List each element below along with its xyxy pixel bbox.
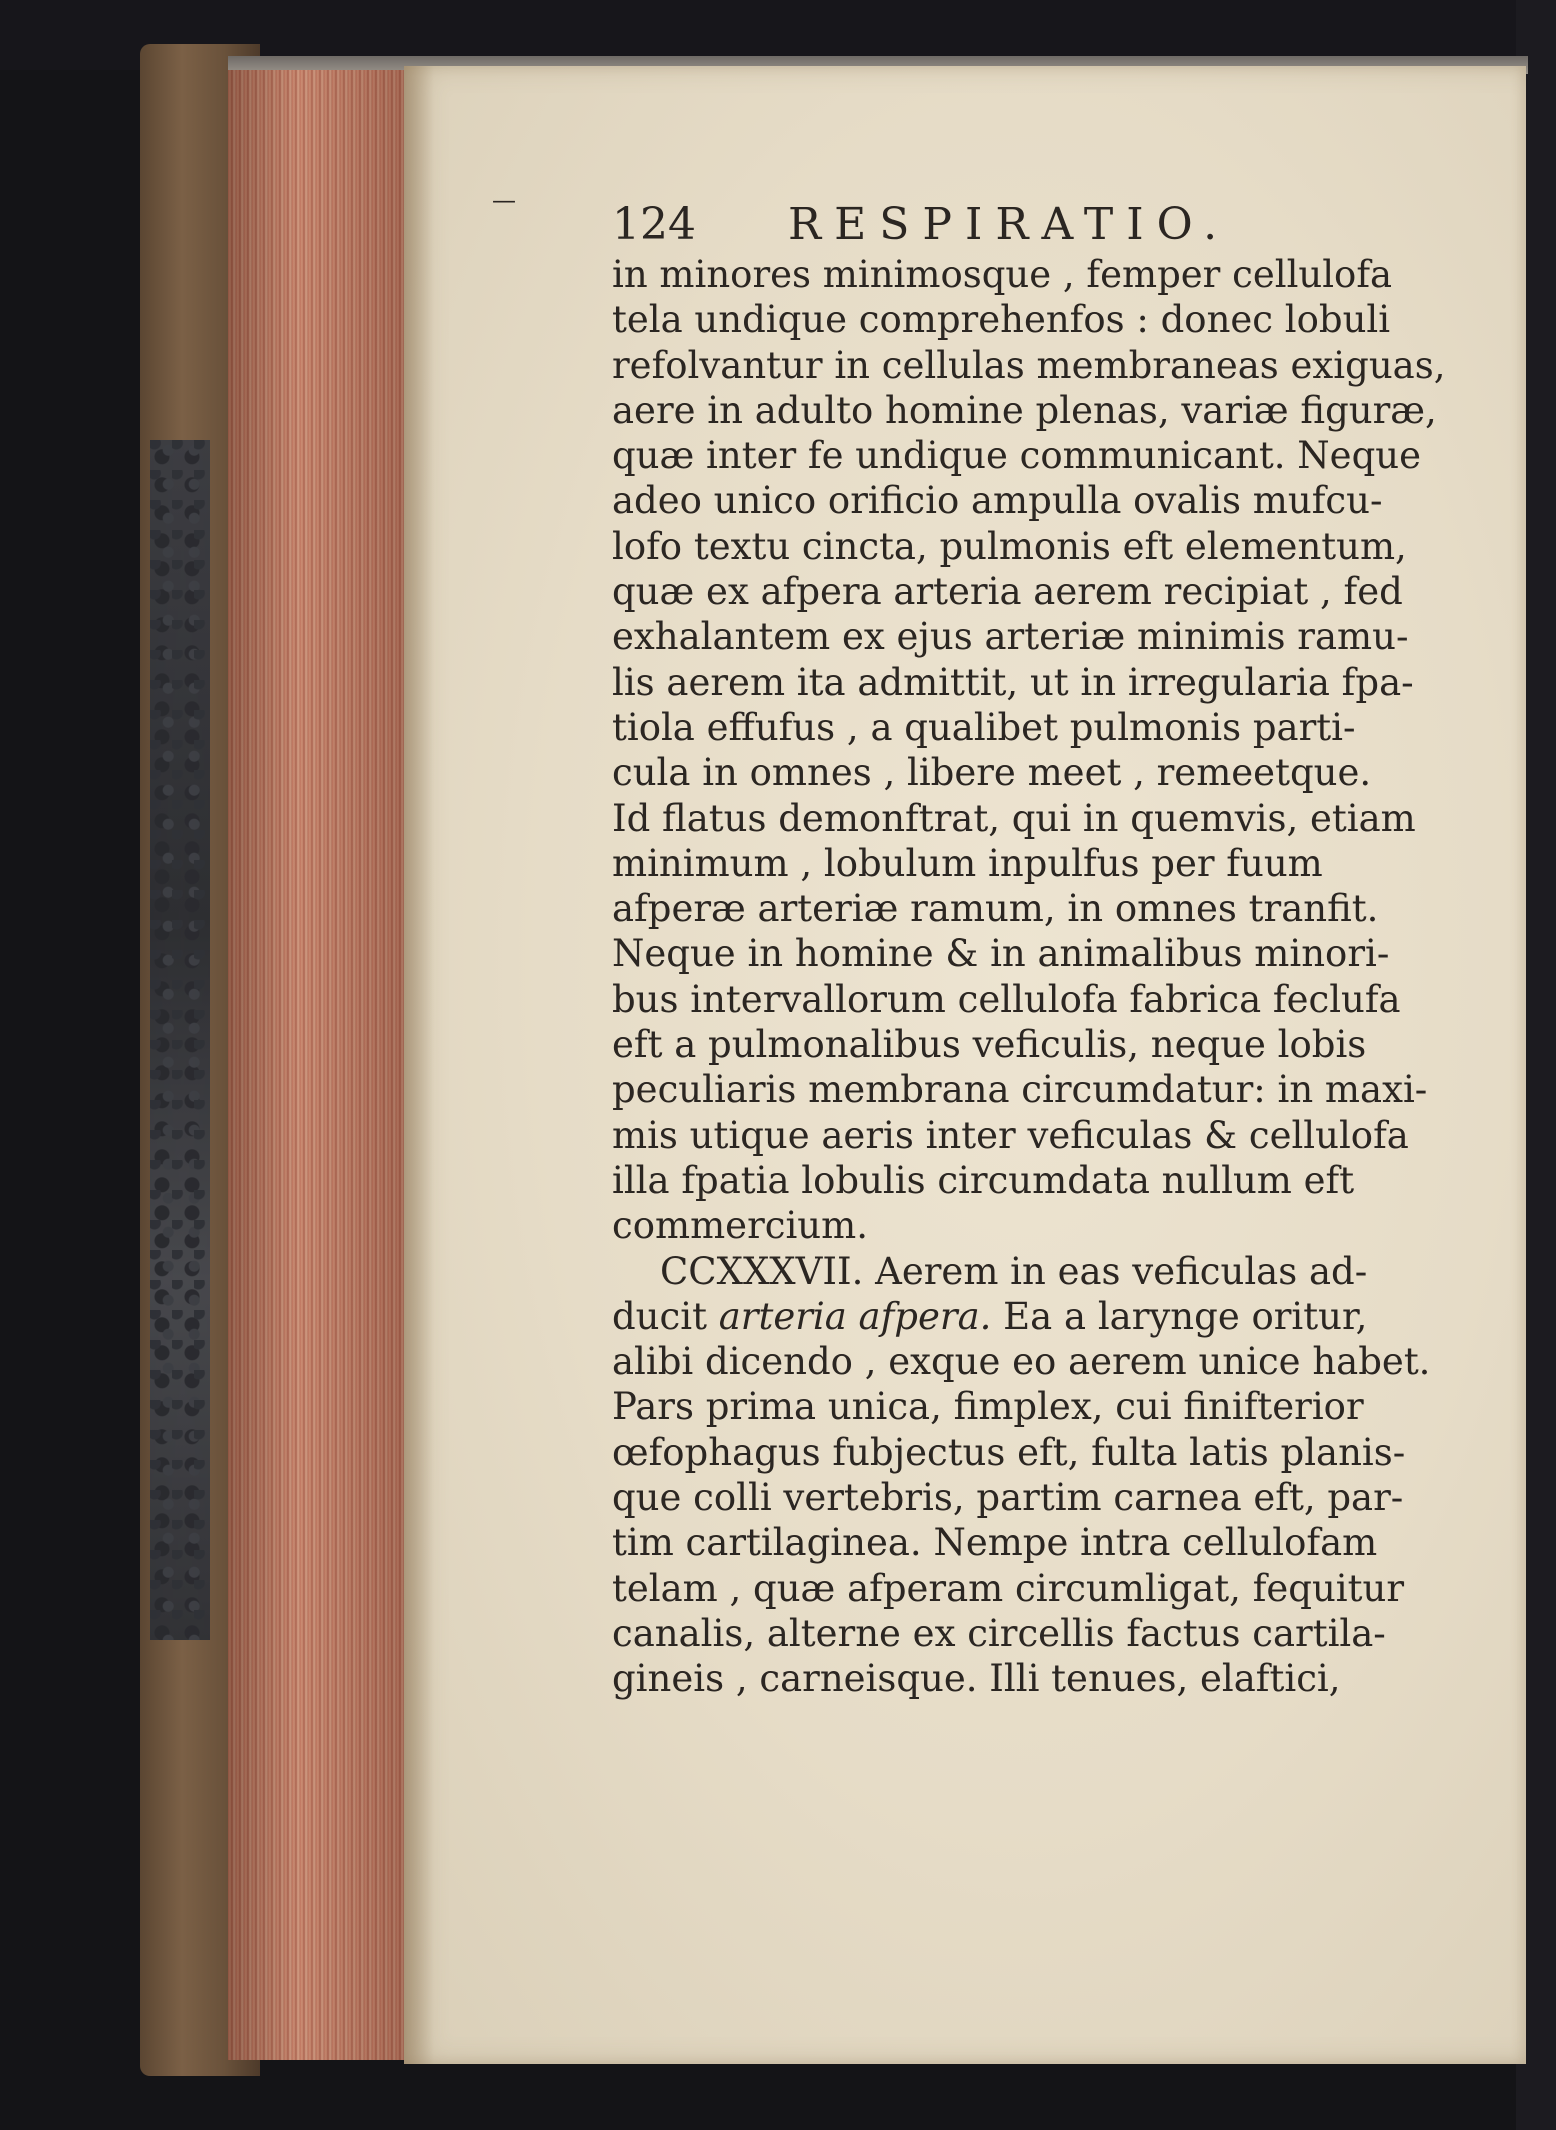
text-line: tim cartilaginea. Nempe intra cellulofam [612,1521,1378,1565]
text-line: eft a pulmonalibus veficulis, neque lobis [612,1023,1367,1067]
text-line: adeo unico orificio ampulla ovalis mufcu- [612,479,1383,523]
text-line: quæ inter fe undique communicant. Neque [612,434,1421,478]
text-line: peculiaris membrana circumdatur: in maxi- [612,1068,1428,1112]
text-line: lofo textu cincta, pulmonis eft elementum, [612,524,1407,568]
text-line [612,1294,1470,1339]
text-line: quæ ex afpera arteria aerem recipiat , fed [612,570,1403,614]
text-line: afperæ arteriæ ramum, in omnes tranfit. [612,887,1379,931]
text-line: canalis, alterne ex circellis factus cartila- [612,1611,1386,1655]
text-span: ducit [612,1294,719,1338]
page-number: 124 [612,199,696,250]
text-line: bus intervallorum cellulofa fabrica feclufa [612,977,1401,1021]
text-line: mis utique aeris inter veficulas & cellulofa [612,1113,1409,1157]
paragraph-1 [612,252,1470,1249]
text-line: commercium. [612,1204,868,1248]
text-line: œfophagus fubjectus eft, fulta latis planis- [612,1430,1406,1474]
text-line: Id flatus demonftrat, qui in quemvis, etiam [612,796,1416,840]
text-line: telam , quæ afperam circumligat, fequitur [612,1566,1405,1610]
text-span: Ea a larynge oritur, [991,1294,1368,1338]
text-line: lis aerem ita admittit, ut in irregularia fpa- [612,660,1414,704]
text-line: illa fpatia lobulis circumdata nullum eft [612,1158,1355,1202]
page-gutter-shadow [404,66,434,2064]
italic-term: arteria afpera. [718,1294,992,1338]
text-line: gineis , carneisque. Illi tenues, elaftici, [612,1657,1341,1701]
text-line: minimum , lobulum inpulfus per fuum [612,841,1323,885]
text-line: que colli vertebris, partim carnea eft, par- [612,1476,1404,1520]
text-line: cula in omnes , libere meet , remeetque. [612,751,1372,795]
text-line: exhalantem ex ejus arteriæ minimis ramu- [612,615,1409,659]
page-stack-shade [228,70,406,2060]
page-text [612,192,1470,1702]
text-line: tiola effufus , a qualibet pulmonis parti- [612,705,1356,749]
page-header [612,192,1470,258]
text-line: tela undique comprehenfos : donec lobuli [612,298,1391,342]
text-line: aere in adulto homine plenas, variæ figuræ, [612,388,1437,432]
text-line: alibi dicendo , exque eo aerem unice habet. [612,1340,1431,1384]
text-line: refolvantur in cellulas membraneas exiguas, [612,343,1446,387]
text-line: Pars prima unica, fimplex, cui finifterior [612,1385,1364,1429]
running-head: RESPIRATIO. [788,199,1231,250]
text-line: in minores minimosque , femper cellulofa [612,253,1393,296]
section-heading-line: CCXXXVII. Aerem in eas veficulas ad- [660,1249,1368,1293]
marginal-mark-icon: — [492,186,516,214]
text-line: Neque in homine & in animalibus minori- [612,932,1390,976]
paragraph-2 [612,1249,1470,1702]
marbled-binding [150,440,210,1640]
